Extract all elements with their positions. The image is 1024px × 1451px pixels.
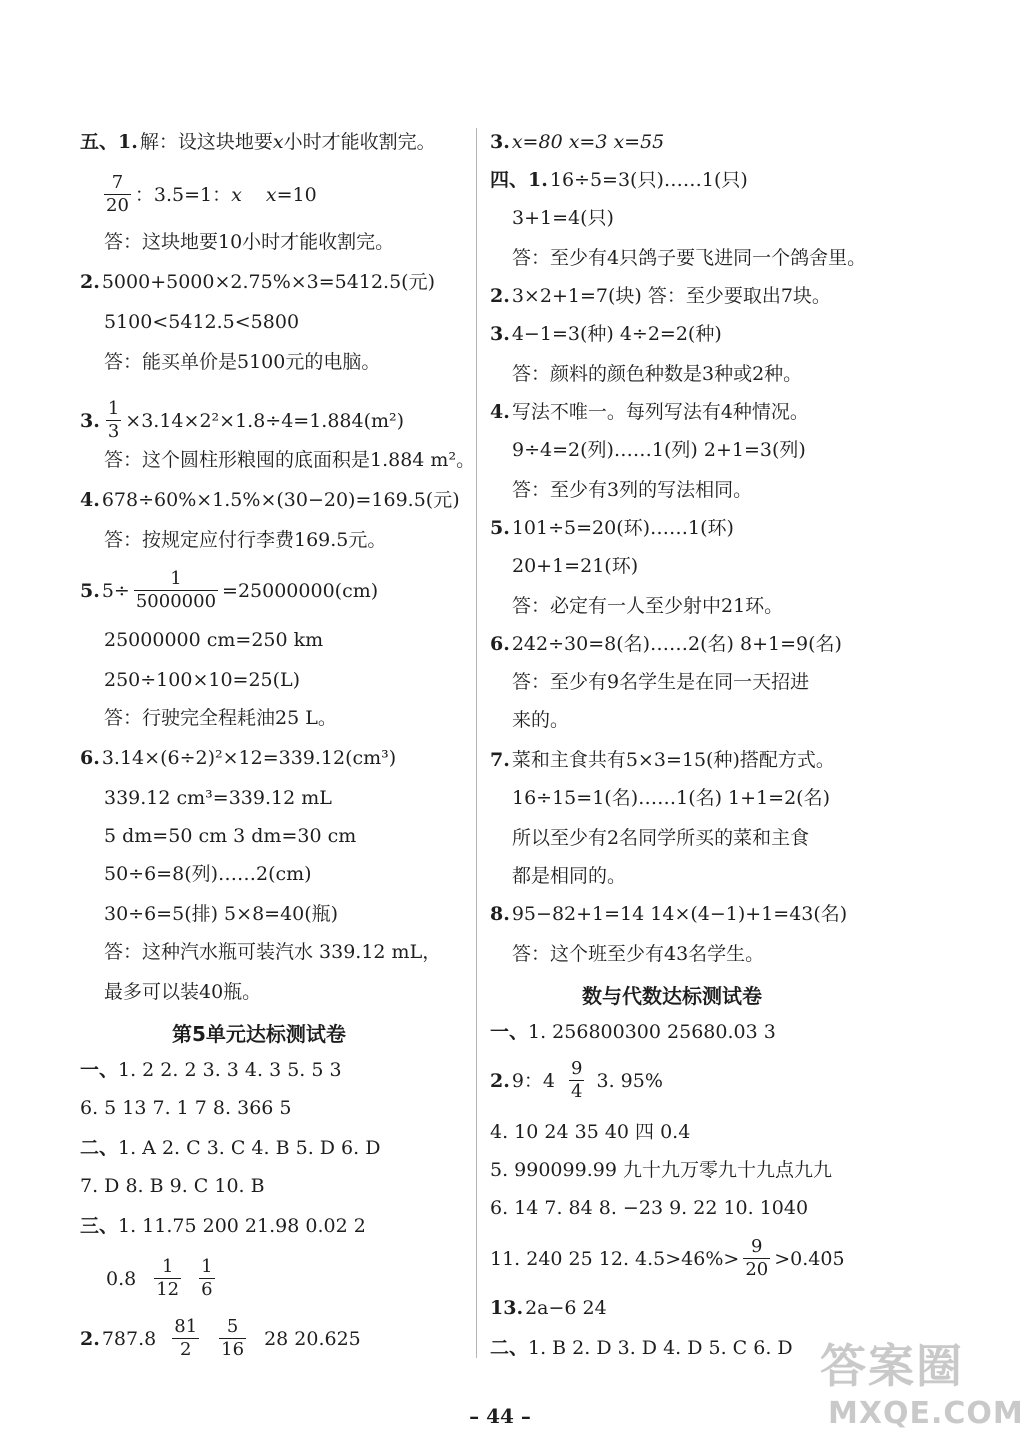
answer-line [490, 1058, 663, 1103]
watermark-url: MXQE.COM [828, 1396, 1024, 1431]
answer-line [80, 1136, 380, 1160]
answer-text: 4−1=3(种) 4÷2=2(种) [511, 323, 722, 345]
answer-line: 9÷4=2(列)……1(列) 2+1=3(列) [512, 439, 806, 461]
answer-text: =25000000(cm) [222, 579, 379, 602]
numerator: 1 [161, 1256, 174, 1277]
answer-line: 339.12 cm³=339.12 mL [104, 787, 332, 809]
answer-line [490, 400, 809, 424]
answer-text: 2a−6 24 [525, 1297, 607, 1319]
item-number: 8. [490, 903, 510, 925]
item-number: 2. [490, 1069, 510, 1092]
answer-line: 7. D 8. B 9. C 10. B [80, 1175, 265, 1197]
item-number: 3. [80, 409, 100, 432]
answer-line [80, 488, 460, 512]
fraction [154, 1256, 181, 1301]
fraction [199, 1256, 214, 1301]
answer-line [490, 284, 831, 308]
answer-line: 答：这个圆柱形粮囤的底面积是1.884 m²。 [104, 449, 476, 471]
section-marker: 二、 [490, 1337, 529, 1359]
answer-line [80, 130, 436, 154]
answer-line: 5100<5412.5<5800 [104, 311, 300, 333]
section-marker: 四、 [490, 169, 529, 191]
answer-text: 101÷5=20(环)……1(环) [511, 517, 734, 539]
answer-line [80, 1058, 342, 1082]
fraction [569, 1058, 584, 1103]
answer-text: 写法不唯一。每列写法有4种情况。 [511, 401, 809, 423]
denominator: 3 [107, 421, 120, 442]
answer-line: 5. 990099.99 九十九万零九十九点九九 [490, 1159, 832, 1181]
variable: x [272, 131, 284, 153]
item-number: 1. [118, 131, 138, 153]
item-number: 1. [528, 169, 548, 191]
watermark-logo: 答案圈 [820, 1339, 964, 1393]
answer-text: 1. B 2. D 3. D 4. D 5. C 6. D [528, 1337, 793, 1359]
answer-line: 都是相同的。 [512, 865, 627, 887]
item-number: 13. [490, 1297, 524, 1319]
answer-line: 答：这种汽水瓶可装汽水 339.12 mL， [104, 941, 442, 963]
answer-line: 答：至少有3列的写法相同。 [512, 479, 753, 501]
answer-line [490, 1336, 793, 1360]
section-marker: 五、 [80, 131, 119, 153]
answer-text: 787.8 [101, 1327, 157, 1350]
item-number: 7. [490, 749, 510, 771]
fraction [172, 1316, 199, 1361]
answer-text: >0.40̇5̇ [774, 1247, 845, 1270]
denominator: 16 [221, 1339, 245, 1360]
answer-line [490, 748, 835, 772]
item-number: 5. [80, 579, 100, 602]
section-title: 数与代数达标测试卷 [582, 984, 762, 1008]
answer-line: 最多可以装40瓶。 [104, 981, 262, 1003]
answer-text: ×3.14×2²×1.8÷4=1.884(m²) [125, 409, 405, 432]
answer-line: 3+1=4(只) [512, 207, 614, 229]
answer-text: 解：设这块地要 [139, 131, 273, 153]
denominator: 12 [156, 1279, 180, 1300]
item-number: 4. [490, 401, 510, 423]
answer-line: 25000000 cm=250 km [104, 629, 324, 651]
numerator: 7 [111, 172, 124, 193]
denominator: 20 [745, 1259, 769, 1280]
answer-text: 0.8 [106, 1267, 137, 1290]
answer-line: 4. 10 24 35 40 四 0.4 [490, 1121, 691, 1143]
answer-text: 5000+5000×2.75%×3=5412.5(元) [101, 271, 435, 293]
numerator: 9 [751, 1236, 763, 1257]
answer-text: 242÷30=8(名)……2(名) 8+1=9(名) [511, 633, 842, 655]
item-number: 2. [80, 1327, 100, 1350]
answer-line [490, 902, 847, 926]
numerator: 9 [571, 1058, 583, 1079]
answer-text: 3×2+1=7(块) 答：至少要取出7块。 [511, 285, 831, 307]
answer-text: 11. 240 25 12. 4.5>46%> [490, 1247, 740, 1270]
answer-line [490, 1020, 776, 1044]
watermark [810, 1330, 1024, 1440]
answer-text: 3. 95% [596, 1069, 663, 1092]
answer-line: 答：颜料的颜色种数是3种或2种。 [512, 363, 803, 385]
column-divider [476, 128, 477, 1358]
answer-text: 95−82+1=14 14×(4−1)+1=43(名) [511, 903, 848, 925]
answer-line [490, 130, 664, 154]
variable: x [231, 183, 242, 206]
item-number: 5. [490, 517, 510, 539]
answer-line [80, 1316, 361, 1361]
numerator: 1 [107, 398, 120, 419]
answer-text: 28 20.625 [264, 1327, 361, 1350]
answer-line: 30÷6=5(排) 5×8=40(瓶) [104, 903, 339, 925]
item-number: 6. [80, 747, 100, 769]
item-number: 2. [490, 285, 510, 307]
answer-line [490, 516, 734, 540]
answer-line: 6. 5 13 7. 1 7 8. 366 5 [80, 1097, 292, 1119]
answer-line [490, 632, 842, 656]
answer-text: =10 [276, 183, 317, 206]
fraction [106, 398, 121, 443]
fraction [743, 1236, 770, 1281]
answer-line: 答：这个班至少有43名学生。 [512, 943, 765, 965]
answer-line [490, 168, 748, 192]
variable: x [265, 183, 277, 206]
answer-line: 答：必定有一人至少射中21环。 [512, 595, 784, 617]
item-number: 6. [490, 633, 510, 655]
answer-text: 3.14×(6÷2)²×12=339.12(cm³) [101, 747, 397, 769]
answer-text: 1. 256800300 25680.03 3 [528, 1021, 776, 1043]
item-number: 4. [80, 489, 100, 511]
answer-line: 答：这块地要10小时才能收割完。 [104, 231, 395, 253]
denominator: 5000000 [135, 591, 217, 612]
answer-line: 答：按规定应付行李费169.5元。 [104, 529, 387, 551]
answer-line [490, 322, 722, 346]
section-title: 第5单元达标测试卷 [172, 1022, 346, 1046]
answer-line [490, 1236, 845, 1281]
answer-line: 答：能买单价是5100元的电脑。 [104, 351, 381, 373]
answer-text: 678÷60%×1.5%×(30−20)=169.5(元) [101, 489, 460, 511]
denominator: 20 [106, 195, 129, 216]
answer-text: 小时才能收割完。 [283, 131, 436, 153]
answer-text: x=80 x=3 x=55 [511, 131, 665, 153]
answer-line: 5 dm=50 cm 3 dm=30 cm [104, 825, 357, 847]
section-marker: 一、 [80, 1059, 119, 1081]
fraction [104, 172, 131, 217]
fraction [219, 1316, 246, 1361]
section-marker: 二、 [80, 1137, 119, 1159]
section-marker: 一、 [490, 1021, 529, 1043]
answer-line [80, 1214, 366, 1238]
answer-line: 6. 14 7. 84 8. −23 9. 22 10. 1040 [490, 1197, 809, 1219]
page-number: – 44 – [469, 1404, 531, 1428]
numerator: 5 [226, 1316, 239, 1337]
section-marker: 三、 [80, 1215, 119, 1237]
answer-line [490, 1296, 607, 1320]
answer-line: 20+1=21(环) [512, 555, 639, 577]
numerator: 81 [174, 1316, 198, 1337]
numerator: 1 [201, 1256, 213, 1277]
denominator: 6 [201, 1279, 213, 1300]
answer-line: 所以至少有2名同学所买的菜和主食 [512, 827, 810, 849]
denominator: 4 [571, 1081, 583, 1102]
answer-line: 50÷6=8(列)……2(cm) [104, 863, 312, 885]
answer-text: 16÷5=3(只)……1(只) [549, 169, 748, 191]
denominator: 2 [179, 1339, 192, 1360]
answer-text: 菜和主食共有5×3=15(种)搭配方式。 [511, 749, 835, 771]
answer-line: 答：至少有4只鸽子要飞进同一个鸽舍里。 [512, 247, 867, 269]
numerator: 1 [170, 568, 182, 589]
answer-line [106, 1256, 219, 1301]
answer-line [80, 398, 404, 443]
answer-line [80, 746, 396, 770]
answer-text: 1. A 2. C 3. C 4. B 5. D 6. D [118, 1137, 381, 1159]
answer-text: 9：4 [511, 1069, 556, 1092]
answer-line: 16÷15=1(名)……1(名) 1+1=2(名) [512, 787, 830, 809]
answer-text: ：3.5=1： [134, 183, 232, 206]
answer-line: 答：行驶完全程耗油25 L。 [104, 707, 337, 729]
answer-text: 1. 2 2. 2 3. 3 4. 3 5. 5 3 [118, 1059, 342, 1081]
fraction [134, 568, 218, 613]
item-number: 3. [490, 323, 510, 345]
answer-line [80, 568, 378, 613]
item-number: 2. [80, 271, 100, 293]
answer-text: 1. 11.75 200 21.98 0.02 2 [118, 1215, 366, 1237]
answer-line [80, 270, 435, 294]
item-number: 3. [490, 131, 510, 153]
answer-line: 250÷100×10=25(L) [104, 669, 301, 691]
answer-line: 答：至少有9名学生是在同一天招进 [512, 671, 810, 693]
answer-line: 来的。 [512, 709, 570, 731]
answer-text: 5÷ [101, 579, 130, 602]
answer-line [100, 172, 317, 217]
